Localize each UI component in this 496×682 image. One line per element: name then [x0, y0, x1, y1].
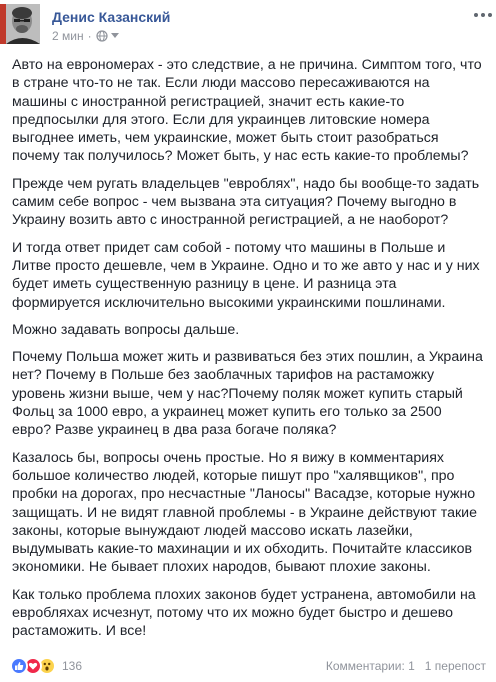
- post-paragraph: Можно задавать вопросы дальше.: [12, 321, 240, 338]
- post-paragraph: Прежде чем ругать владельцев "евроблях", надо бы вообще-то задать самим себе вопрос - чем вызвана эта ситуация? Почему выгодно в Украину возить авто с иностранной регистрацией, а не наоборот?: [12, 175, 480, 229]
- meta-separator: ·: [87, 29, 92, 43]
- avatar[interactable]: [0, 4, 40, 44]
- shares-count[interactable]: 1 перепост: [424, 659, 486, 673]
- post-paragraph: Казалось бы, вопросы очень простые. Но я вижу в комментариях большое количество людей, которые пишут про "халявщиков", про пробки на дорогах, про несчастные "Ланосы" Васадзе, которые нужно защищать. И не видят главной проблемы - в Украине действуют такие законы, которые вынуждают людей массово искать лазейки, выдумывать какие-то махинации и их обходить. Почитайте классиков экономики. Не бывает плохих народов, бывают плохие законы.: [12, 449, 477, 576]
- reactions-summary[interactable]: [10, 657, 82, 675]
- post-paragraph: Как только проблема плохих законов будет устранена, автомобили на евробляхах исчезнут, потому что их можно будет быстро и дешево растаможить. И все!: [12, 586, 476, 640]
- post-header: [0, 0, 496, 48]
- post-meta: [52, 29, 119, 43]
- engagement-stats: [326, 659, 486, 673]
- post-paragraph: Авто на еврономерах - это следствие, а не причина. Симптом того, что в стране что-то не так. Если люди массово пересаживаются на машины с иностранной регистрацией, значит есть какие-то предпосылки для этого. Если для украинцев литовские номера выгоднее иметь, чем украинские, может быть стоит разобраться почему так получилось? Может быть, у нас есть какие-то проблемы?: [12, 57, 482, 165]
- author-name[interactable]: Денис Казанский: [52, 9, 171, 25]
- more-options-icon[interactable]: [472, 8, 494, 22]
- audience-caret-icon[interactable]: [111, 33, 119, 39]
- globe-icon[interactable]: [96, 30, 108, 42]
- like-icon: [10, 657, 28, 675]
- comments-count[interactable]: Комментарии: 1: [325, 659, 415, 673]
- post-paragraph: И тогда ответ придет сам собой - потому что машины в Польше и Литве просто дешевле, чем в Украине. Одно и то же авто у нас и у них будет иметь существенную разницу в цене. И разница эта формируется исключительно высокими украинскими пошлинами.: [12, 239, 480, 311]
- post-text: [12, 56, 484, 650]
- post-footer: [10, 656, 486, 676]
- avatar-photo: [0, 4, 40, 44]
- post-paragraph: Почему Польша может жить и развиваться без этих пошлин, а Украина нет? Почему в Польше без заоблачных тарифов на растаможку уровень жизни выше, чем у нас?Почему поляк может купить старый Фольц за 1000 евро, а украинец может купить его только за 2500 евро? Разве украинец в два раза богаче поляка?: [12, 349, 483, 439]
- reaction-count[interactable]: 136: [62, 659, 83, 673]
- post-time[interactable]: 2 мин: [52, 29, 84, 43]
